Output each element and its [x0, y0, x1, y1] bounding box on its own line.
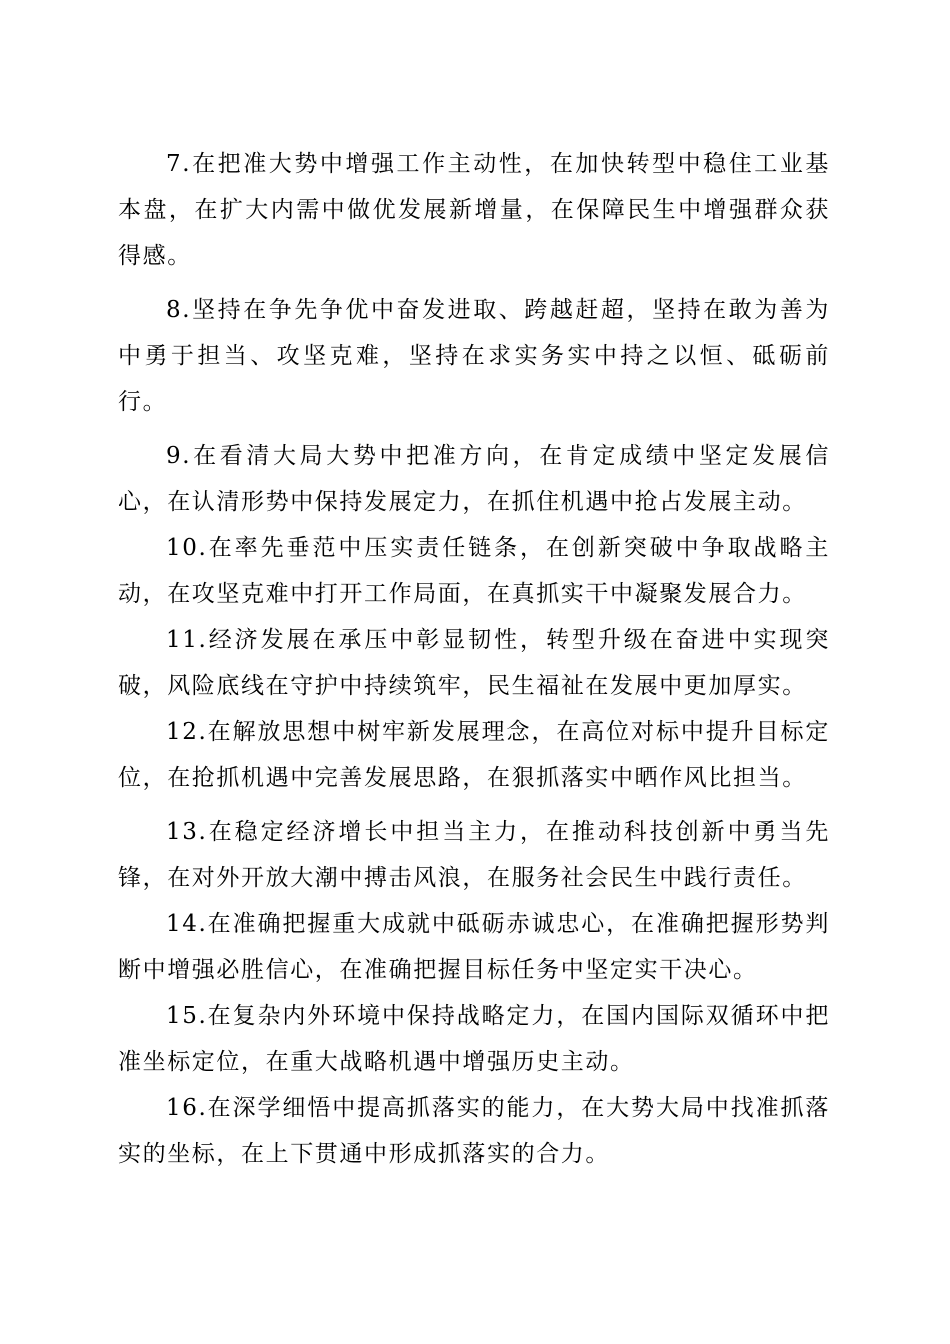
paragraph-10: 10.在率先垂范中压实责任链条，在创新突破中争取战略主动，在攻坚克难中打开工作局面，在真抓实干中凝聚发展合力。 [118, 535, 830, 607]
paragraph-14: 14.在准确把握重大成就中砥砺赤诚忠心，在准确把握形势判断中增强必胜信心，在准确把握目标任务中坚定实干决心。 [118, 911, 830, 983]
paragraph-16: 16.在深学细悟中提高抓落实的能力，在大势大局中找准抓落实的坐标，在上下贯通中形成抓落实的合力。 [118, 1095, 830, 1167]
paragraph-8: 8.坚持在争先争优中奋发进取、跨越赶超，坚持在敢为善为中勇于担当、攻坚克难，坚持在求实务实中持之以恒、砥砺前行。 [118, 297, 830, 415]
paragraph-12: 12.在解放思想中树牢新发展理念，在高位对标中提升目标定位，在抢抓机遇中完善发展思路，在狠抓落实中晒作风比担当。 [118, 719, 830, 791]
document-body [118, 141, 830, 1177]
paragraph-9: 9.在看清大局大势中把准方向，在肯定成绩中坚定发展信心，在认清形势中保持发展定力，在抓住机遇中抢占发展主动。 [118, 443, 830, 515]
paragraph-11: 11.经济发展在承压中彰显韧性，转型升级在奋进中实现突破，风险底线在守护中持续筑牢，民生福祉在发展中更加厚实。 [118, 627, 830, 699]
paragraph-15: 15.在复杂内外环境中保持战略定力，在国内国际双循环中把准坐标定位，在重大战略机遇中增强历史主动。 [118, 1003, 830, 1075]
paragraph-7: 7.在把准大势中增强工作主动性，在加快转型中稳住工业基本盘，在扩大内需中做优发展新增量，在保障民生中增强群众获得感。 [118, 151, 830, 269]
paragraph-13: 13.在稳定经济增长中担当主力，在推动科技创新中勇当先锋，在对外开放大潮中搏击风浪，在服务社会民生中践行责任。 [118, 819, 830, 891]
